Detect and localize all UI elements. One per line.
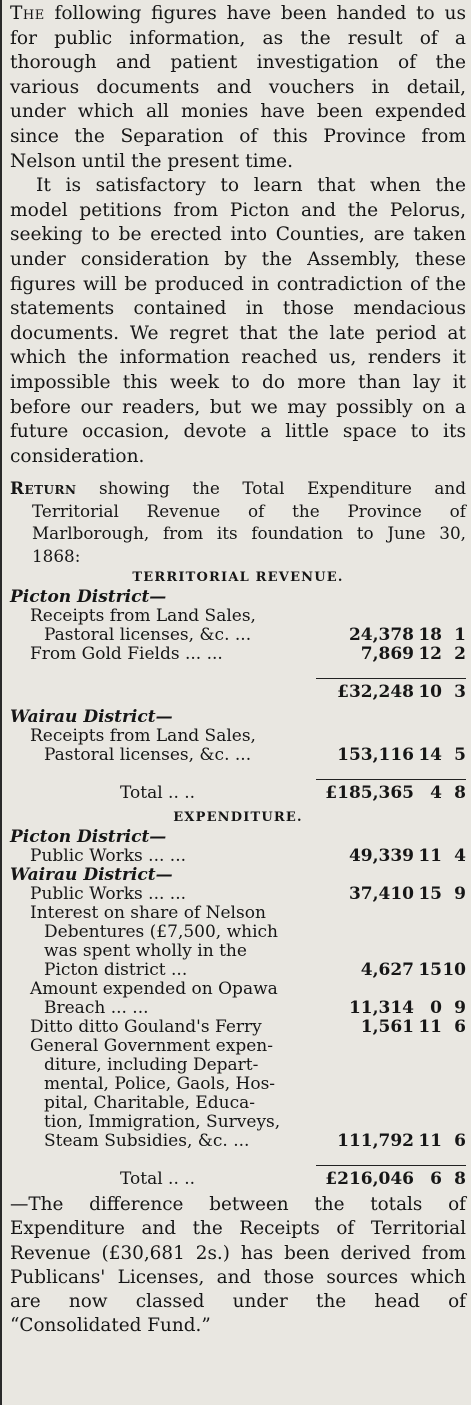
- row-label: mental, Police, Gaols, Hos-: [44, 1074, 276, 1095]
- pence: 4: [454, 846, 466, 867]
- pounds: 11,314: [348, 998, 414, 1019]
- expenditure-wairau-district: Wairau District—: [10, 865, 173, 886]
- return-heading-text: showing the Total Expenditure and Territorial Revenue of the Province of Marlborough, from its foundation to June 30, 1868:: [32, 478, 466, 566]
- shillings: 15: [418, 884, 442, 905]
- revenue-picton-district: Picton District—: [10, 587, 167, 608]
- pence: 10: [442, 960, 466, 981]
- pence: 6: [454, 1017, 466, 1038]
- row-amount: [306, 999, 466, 1018]
- pounds: £32,248: [337, 682, 414, 703]
- table-row: [10, 727, 466, 765]
- pounds: £185,365: [325, 783, 414, 804]
- expenditure-picton-district: Picton District—: [10, 827, 167, 848]
- row-label: Pastoral licenses, &c. ...: [44, 625, 252, 646]
- revenue-total-row: [10, 784, 466, 803]
- table-row: [10, 847, 466, 866]
- table-row: [10, 904, 466, 980]
- row-amount: [306, 847, 466, 866]
- shillings: 18: [418, 625, 442, 646]
- row-label: was spent wholly in the: [44, 941, 247, 962]
- paragraph-text: following figures have been handed to us for public information, as the result of a thorough and patient investigation of the various documents and vouchers in detail, under which all monies have been expended since the Separation of this Province from Nelson until the present time.: [10, 3, 467, 172]
- pence: 6: [454, 1131, 466, 1152]
- pence: 8: [454, 1169, 466, 1190]
- pence: 1: [454, 625, 466, 646]
- row-label: Public Works ... ...: [30, 846, 187, 867]
- row-amount: [306, 1132, 466, 1151]
- row-label: Picton district ...: [44, 960, 188, 981]
- shillings: 12: [418, 644, 442, 665]
- row-label: Debentures (£7,500, which: [44, 922, 279, 943]
- shillings: 11: [418, 1017, 442, 1038]
- row-amount: [306, 683, 466, 702]
- shillings: 10: [418, 682, 442, 703]
- row-label: Receipts from Land Sales,: [30, 606, 256, 627]
- shillings: 0: [430, 998, 442, 1019]
- row-label: Interest on share of Nelson: [30, 903, 266, 924]
- return-heading: [10, 477, 466, 567]
- pounds: 153,116: [337, 745, 414, 766]
- closing-paragraph: —The difference between the totals of Expenditure and the Receipts of Territorial Revenue (£30,681 2s.) has been derived from Publicans' Licenses, and those sources which are now classed under the head of “Consolidated Fund.”: [10, 1194, 466, 1337]
- row-amount: [306, 645, 466, 664]
- total-label: Total .. ..: [120, 783, 196, 804]
- pence: 3: [454, 682, 466, 703]
- return-lead-word: Return: [10, 478, 77, 499]
- row-amount: [306, 1018, 466, 1037]
- table-row: [10, 645, 466, 664]
- row-label: tion, Immigration, Surveys,: [44, 1112, 281, 1133]
- shillings: 11: [418, 1131, 442, 1152]
- pounds: 24,378: [348, 625, 414, 646]
- pence: 9: [454, 998, 466, 1019]
- table-row: [10, 1018, 466, 1037]
- article-paragraph-1: [10, 2, 466, 174]
- row-amount: [306, 784, 466, 803]
- row-label: From Gold Fields ... ...: [30, 644, 223, 665]
- row-label: Receipts from Land Sales,: [30, 726, 256, 747]
- subtotal-row: [10, 683, 466, 702]
- pounds: 37,410: [348, 884, 414, 905]
- shillings: 4: [430, 783, 442, 804]
- table-row: [10, 1037, 466, 1151]
- row-amount: [306, 746, 466, 765]
- row-label: Pastoral licenses, &c. ...: [44, 745, 252, 766]
- row-label: pital, Charitable, Educa-: [44, 1093, 255, 1114]
- expenditure-section-title: EXPENDITURE.: [173, 810, 303, 826]
- row-label: Breach ... ...: [44, 998, 149, 1019]
- row-label: Steam Subsidies, &c. ...: [44, 1131, 250, 1152]
- pence: 5: [454, 745, 466, 766]
- row-label: General Government expen-: [30, 1036, 273, 1057]
- row-label: Amount expended on Opawa: [30, 979, 278, 1000]
- pounds: £216,046: [325, 1169, 414, 1190]
- pounds: 49,339: [348, 846, 414, 867]
- total-label: Total .. ..: [120, 1169, 196, 1190]
- row-label: Public Works ... ...: [30, 884, 187, 905]
- row-label: diture, including Depart-: [44, 1055, 259, 1076]
- revenue-section-title: TERRITORIAL REVENUE.: [132, 570, 344, 586]
- sum-rule: [316, 779, 466, 780]
- row-amount: [306, 885, 466, 904]
- pounds: 111,792: [337, 1131, 414, 1152]
- row-amount: [306, 626, 466, 645]
- pence: 2: [454, 644, 466, 665]
- shillings: 14: [418, 745, 442, 766]
- shillings: 11: [418, 846, 442, 867]
- row-label: Ditto ditto Gouland's Ferry: [30, 1017, 262, 1038]
- sum-rule: [316, 1165, 466, 1166]
- paragraph-lead-word: The: [10, 3, 45, 24]
- row-amount: [306, 961, 466, 980]
- revenue-wairau-district: Wairau District—: [10, 707, 173, 728]
- pence: 9: [454, 884, 466, 905]
- shillings: 15: [418, 960, 442, 981]
- shillings: 6: [430, 1169, 442, 1190]
- article-paragraph-2: It is satisfactory to learn that when the model petitions from Picton and the Pelorus, seeking to be erected into Counties, are taken under consideration by the Assembly, these figures will be produced in contradiction of the statements contained in those mendacious documents. We regret that the late period at which the information reached us, renders it impossible this week to do more than lay it before our readers, but we may possibly on a future occasion, devote a little space to its consideration.: [10, 175, 466, 467]
- expenditure-total-row: [10, 1170, 466, 1189]
- pence: 8: [454, 783, 466, 804]
- table-row: [10, 980, 466, 1018]
- pounds: 1,561: [360, 1017, 414, 1038]
- pounds: 4,627: [360, 960, 414, 981]
- table-row: [10, 607, 466, 645]
- pounds: 7,869: [360, 644, 414, 665]
- table-row: [10, 885, 466, 904]
- sum-rule: [316, 678, 466, 679]
- row-amount: [306, 1170, 466, 1189]
